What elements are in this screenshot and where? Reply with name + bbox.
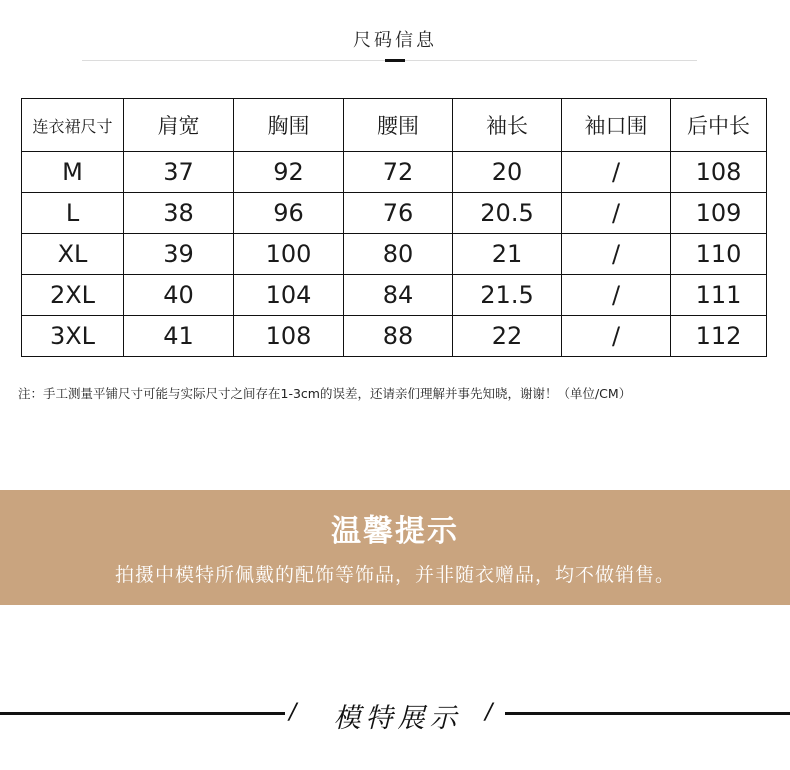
table-cell: L [22,193,124,234]
slash-right: / [485,700,493,725]
table-cell: 20 [453,152,562,193]
table-cell: 112 [671,316,767,357]
header-cuff: 袖口围 [562,99,671,152]
table-row [22,275,767,316]
table-cell: 80 [344,234,453,275]
slash-left: / [289,700,297,725]
table-cell: 84 [344,275,453,316]
header-bust: 胸围 [234,99,344,152]
table-cell: 88 [344,316,453,357]
table-cell: / [562,152,671,193]
title-accent-mark [385,59,405,62]
table-cell: / [562,193,671,234]
table-cell: 109 [671,193,767,234]
table-cell: 39 [124,234,234,275]
tips-title: 温馨提示 [331,514,459,549]
header-sleeve-length: 袖长 [453,99,562,152]
table-cell: 111 [671,275,767,316]
model-divider-left [0,712,285,715]
table-header-row [22,99,767,152]
model-section-title: 模特展示 [333,703,462,734]
header-waist: 腰围 [344,99,453,152]
table-row [22,234,767,275]
table-cell: 104 [234,275,344,316]
table-cell: 21.5 [453,275,562,316]
table-cell: 40 [124,275,234,316]
table-cell: M [22,152,124,193]
measurement-note: 注：手工测量平铺尺寸可能与实际尺寸之间存在1-3cm的误差，还请亲们理解并事先知晓，谢谢！（单位/CM） [18,386,632,401]
table-cell: 108 [671,152,767,193]
size-section-title: 尺码信息 [353,30,437,51]
table-row [22,193,767,234]
table-cell: 76 [344,193,453,234]
header-size: 连衣裙尺寸 [22,99,124,152]
table-cell: 20.5 [453,193,562,234]
header-shoulder: 肩宽 [124,99,234,152]
table-cell: 108 [234,316,344,357]
table-cell: 110 [671,234,767,275]
table-cell: 22 [453,316,562,357]
table-cell: 100 [234,234,344,275]
table-cell: 38 [124,193,234,234]
table-cell: / [562,275,671,316]
table-cell: 2XL [22,275,124,316]
table-cell: 3XL [22,316,124,357]
tips-text: 拍摄中模特所佩戴的配饰等饰品，并非随衣赠品，均不做销售。 [114,564,675,586]
table-cell: 92 [234,152,344,193]
tips-banner [0,490,790,605]
header-back-length: 后中长 [671,99,767,152]
table-row [22,152,767,193]
table-cell: 96 [234,193,344,234]
table-cell: 41 [124,316,234,357]
table-cell: / [562,316,671,357]
model-divider-right [505,712,790,715]
table-cell: 37 [124,152,234,193]
table-cell: / [562,234,671,275]
table-cell: XL [22,234,124,275]
table-row [22,316,767,357]
table-cell: 21 [453,234,562,275]
size-chart-table [21,98,767,357]
table-cell: 72 [344,152,453,193]
